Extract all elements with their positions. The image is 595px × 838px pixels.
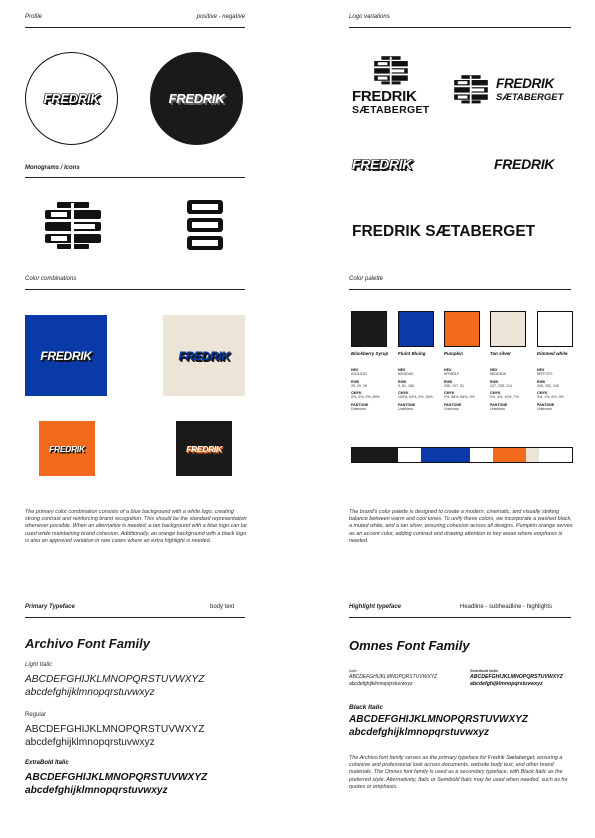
palette-swatch-field-value: #003DA5 [398, 372, 413, 376]
palette-swatch-field-value: 255, 107, 31 [444, 383, 464, 388]
highlight-typeface-rule [349, 617, 571, 618]
logo-wordmark-negative: FREDRIK [168, 91, 225, 106]
palette-swatch-name: Tan silver [490, 351, 511, 356]
primary-style-label-extrabold: ExtraBold Italic [25, 760, 69, 766]
palette-swatch-chip [537, 311, 573, 347]
palette-swatch-name: Pumpkin [444, 351, 464, 356]
logo-horizontal-first: FREDRIK [496, 76, 554, 91]
palette-swatch-field-value: 0%, 58%, 88%, 0% [444, 395, 475, 400]
palette-swatch-field-label: CMYK [351, 391, 362, 396]
logo-wordmark-positive: FREDRIK [43, 91, 100, 106]
primary-light-upper: ABCDEFGHIJKLMNOPQRSTUVWXYZ [25, 674, 205, 685]
combo-blue-white [25, 315, 107, 396]
logo-full-wordmark: FREDRIK SÆTABERGET [352, 223, 536, 240]
primary-typeface-subheading: body text [210, 604, 235, 610]
palette-swatch-field-value: #FF6B1F [444, 372, 459, 376]
palette-swatch [490, 311, 528, 411]
palette-bar-white [398, 448, 421, 462]
primary-font-family-name: Archivo Font Family [25, 636, 150, 651]
palette-swatch-field-label: PANTONE [444, 402, 462, 407]
palette-swatch-name: Blackberry Syrup [351, 351, 389, 356]
primary-regular-lower: abcdefghijklmnopqrstuvwxyz [25, 737, 155, 748]
palette-swatch-field-label: PANTONE [490, 402, 508, 407]
palette-swatch-chip [398, 311, 434, 347]
combo-orange-black [39, 421, 95, 476]
profile-subheading: positive - negative [196, 14, 245, 20]
highlight-black-upper: ABCDEFGHIJKLMNOPQRSTUVWXYZ [349, 714, 528, 725]
combo-black-logo: FREDRIK [186, 443, 222, 454]
highlight-font-family-name: Omnes Font Family [349, 638, 470, 653]
palette-swatch-field-label: PANTONE [398, 402, 416, 407]
primary-extrabold-upper: ABCDEFGHIJKLMNOPQRSTUVWXYZ [25, 772, 208, 783]
palette-swatch-field-label: RGB [351, 379, 359, 384]
palette-swatch-field-value: 255, 252, 240 [537, 383, 559, 388]
highlight-semibold-label: Semibold Italic [470, 668, 499, 673]
highlight-typeface-text: The Archivo font family serves as the primary typeface for Fredrik Sætaberget, ensuring a cohesive and professional look across documents, website body text, and other brand materials. The Omnes font family is used as a secondary typeface, with Black Italic as the preferred style. Alternatively, Italic or Semibold Italic may be used when needed, such as for quotes or emphasis. [349, 755, 568, 790]
palette-swatch-field-label: PANTONE [351, 402, 369, 407]
palette-swatch [537, 311, 575, 411]
palette-swatch-chip [351, 311, 387, 347]
palette-swatch-field-label: RGB [444, 379, 452, 384]
logo-horizontal-last: SÆTABERGET [496, 92, 564, 103]
palette-bar-tan [526, 448, 539, 462]
palette-swatch-field-value: #EDE4D6 [490, 372, 506, 376]
palette-swatch-field-value: 237, 228, 214 [490, 383, 512, 388]
palette-swatch-field-value: Unknown [398, 406, 413, 411]
palette-swatch-field-label: PANTONE [537, 402, 555, 407]
palette-swatch-field-label: RGB [398, 379, 406, 384]
primary-typeface-heading: Primary Typeface [25, 604, 75, 610]
palette-swatch-field-label: HEX [398, 368, 406, 372]
palette-bar-dimmed-white [539, 448, 572, 462]
palette-swatch [351, 311, 389, 411]
monograms-rule [25, 177, 245, 178]
palette-swatch-field-value: 100%, 63%, 0%, 35% [398, 395, 433, 400]
combo-tan-blue [163, 315, 245, 396]
logo-stacked-last: SÆTABERGET [352, 104, 430, 116]
palette-swatch-field-label: HEX [537, 368, 545, 372]
highlight-black-label: Black Italic [349, 704, 383, 711]
palette-swatch-chip [444, 311, 480, 347]
logo-stacked-first: FREDRIK [352, 88, 417, 105]
highlight-semibold-lower: abcdefghijklmnopqrstuvwxyz [470, 681, 543, 687]
palette-swatch-field-label: HEX [490, 368, 498, 372]
profile-positive-circle [25, 52, 118, 145]
color-palette-text: The brand's color palette is designed to create a modern, cinematic, and visually striking balance between warm and cool tones. To unify these colors, we incorporate a washed black, a muted white, and a tan silver, ensuring cohesion across all designs. Pumpkin orange serves as an accent color, adding contrast and drawing attention to key areas where emphasis is needed. [349, 509, 573, 544]
palette-swatch-field-value: Unknown [537, 406, 552, 411]
monogram-fs-icon [43, 200, 103, 250]
palette-swatch-field-value: #FFFCF0 [537, 372, 553, 376]
palette-swatch-field-label: CMYK [537, 391, 548, 396]
palette-swatch-field-value: #1D1D1D [351, 372, 367, 376]
palette-bar-white-2 [470, 448, 493, 462]
combo-orange-logo: FREDRIK [49, 443, 85, 454]
palette-swatch-field-value: Unknown [444, 406, 459, 411]
profile-negative-circle [150, 52, 243, 145]
primary-style-label-regular: Regular [25, 712, 47, 718]
highlight-black-lower: abcdefghijklmnopqrstuvwxyz [349, 727, 490, 738]
logo-stacked-monogram-icon [373, 55, 409, 85]
palette-swatch-field-value: 0, 61, 165 [398, 383, 414, 388]
palette-bar-blue [421, 448, 470, 462]
palette-swatch-field-value: Unknown [490, 406, 505, 411]
profile-heading: Profile [25, 14, 43, 20]
highlight-italic-lower: abcdefghijklmnopqrstuvwxyz [349, 681, 413, 687]
color-combinations-rule [25, 289, 245, 290]
highlight-semibold-upper: ABCDEFGHIJKLMNOPQRSTUVWXYZ [470, 674, 563, 680]
color-palette-heading: Color palette [349, 276, 384, 282]
palette-swatch-field-label: RGB [490, 379, 498, 384]
palette-swatch-field-label: RGB [537, 379, 545, 384]
logo-variations-rule [349, 27, 571, 28]
combo-black-orange [176, 421, 232, 476]
highlight-typeface-subheading: Headline - subheadline - highlights [460, 604, 553, 610]
color-combinations-text: The primary color combination consists of a blue background with a white logo, creating strong contrast and reinforcing brand recognition. This should be the standard representation whenever possible. When an alternative is needed, a tan background with a blue logo can be used while maintaining brand cohesion. Additionally, an orange background with a black logo is also an approved variation in rare cases where an extra highlight is needed. [25, 509, 247, 544]
palette-swatch-chip [490, 311, 526, 347]
primary-light-lower: abcdefghijklmnopqrstuvwxyz [25, 687, 155, 698]
highlight-italic-upper: ABCDEFGHIJKLMNOPQRSTUVWXYZ [349, 674, 438, 680]
palette-swatch-field-label: CMYK [398, 391, 409, 396]
combo-tan-logo: FREDRIK [178, 348, 230, 363]
palette-swatch [444, 311, 482, 411]
palette-swatch-field-value: 0%, 4%, 10%, 7% [490, 395, 519, 400]
color-combinations-heading: Color combinations [25, 276, 77, 282]
palette-swatch-name: Fluint Bluing [398, 351, 426, 356]
palette-swatch-field-value: 0%, 0%, 0%, 89% [351, 395, 380, 400]
palette-swatch-field-label: HEX [351, 368, 359, 372]
highlight-typeface-heading: Highlight typeface [349, 604, 402, 610]
logo-plain-wordmark: FREDRIK [494, 156, 555, 172]
palette-swatch-field-label: CMYK [444, 391, 455, 396]
logo-variations-heading: Logo variations [349, 14, 390, 20]
palette-swatch-field-label: HEX [444, 368, 452, 372]
palette-swatch-field-value: Unknown [351, 406, 366, 411]
palette-bar-black [352, 448, 398, 462]
palette-bar [351, 447, 573, 463]
palette-swatch-field-value: 0%, 1%, 6%, 0% [537, 395, 564, 400]
highlight-italic-label: Italic [349, 668, 358, 673]
logo-horizontal-monogram-icon [452, 74, 490, 104]
primary-regular-upper: ABCDEFGHIJKLMNOPQRSTUVWXYZ [25, 724, 205, 735]
primary-extrabold-lower: abcdefghijklmnopqrstuvwxyz [25, 785, 168, 796]
monograms-heading: Monograms / Icons [25, 165, 80, 171]
combo-blue-logo: FREDRIK [40, 348, 92, 363]
palette-bar-orange [493, 448, 526, 462]
profile-rule [25, 27, 245, 28]
palette-swatch-field-label: CMYK [490, 391, 501, 396]
logo-shadow-wordmark: FREDRIK [352, 156, 413, 172]
monogram-s-icon [183, 198, 227, 252]
palette-swatch-name: Dimmed white [537, 351, 568, 356]
palette-swatch [398, 311, 436, 411]
palette-swatch-field-value: 29, 29, 29 [351, 383, 367, 388]
color-palette-rule [349, 289, 571, 290]
primary-typeface-rule [25, 617, 245, 618]
primary-style-label-light: Light Italic [25, 662, 53, 668]
